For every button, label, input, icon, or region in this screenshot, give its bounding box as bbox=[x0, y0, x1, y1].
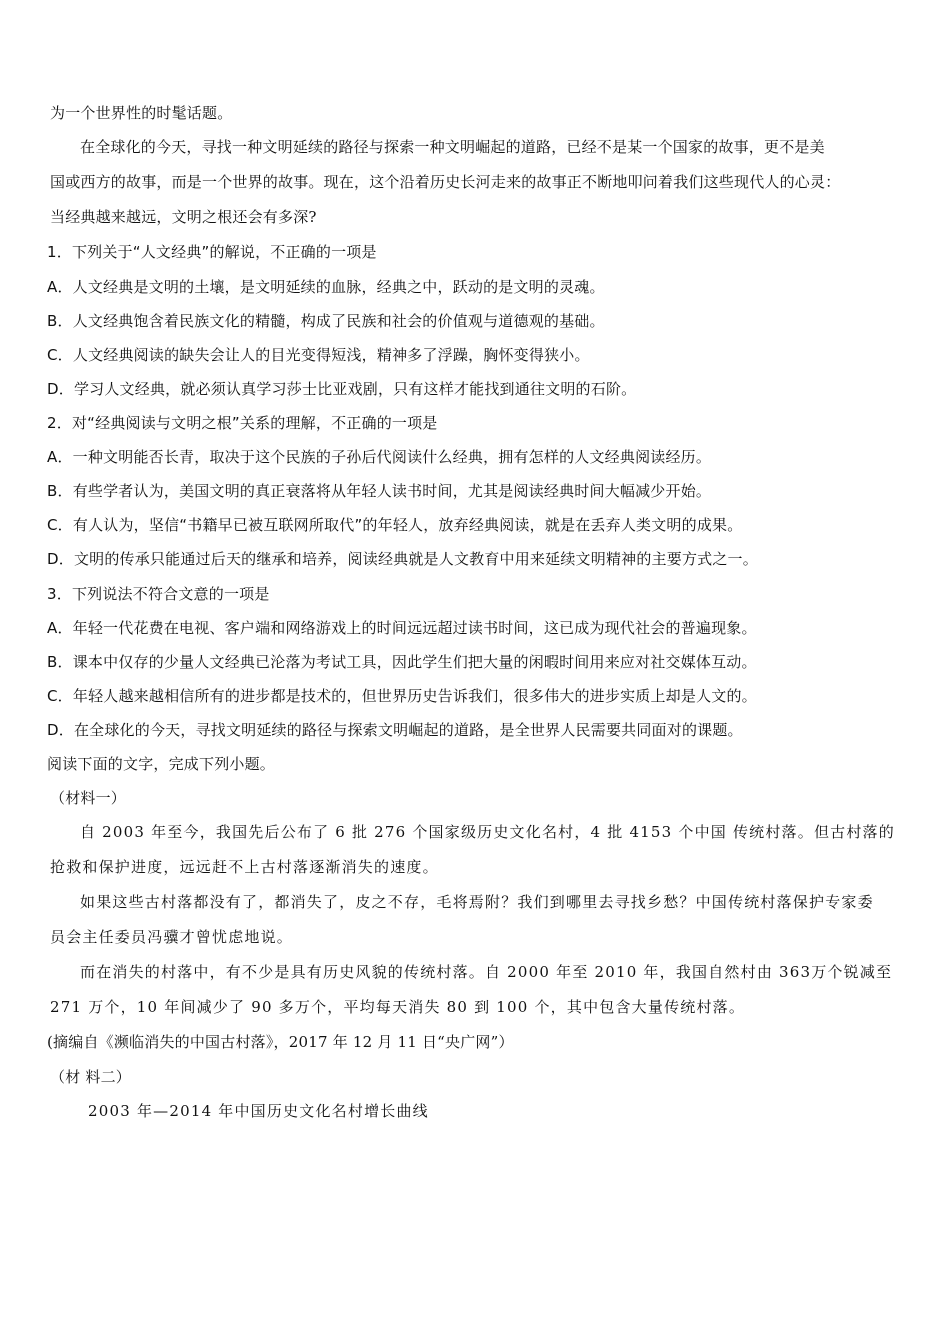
question-stem: 1．下列关于“人文经典”的解说，不正确的一项是 bbox=[47, 243, 377, 261]
question-option: D．在全球化的今天，寻找文明延续的路径与探索文明崛起的道路，是全世界人民需要共同面对的课题。 bbox=[47, 721, 743, 739]
reading-instruction: 阅读下面的文字，完成下列小题。 bbox=[47, 755, 276, 773]
question-stem: 3．下列说法不符合文意的一项是 bbox=[47, 585, 270, 603]
question-option: A．人文经典是文明的土壤，是文明延续的血脉，经典之中，跃动的是文明的灵魂。 bbox=[47, 278, 605, 296]
material-text-line: 抢救和保护进度，远远赶不上古村落逐渐消失的速度。 bbox=[50, 858, 439, 876]
question-option: B．人文经典饱含着民族文化的精髓，构成了民族和社会的价值观与道德观的基础。 bbox=[47, 312, 605, 330]
material-label: （材料一） bbox=[50, 789, 127, 807]
material-text-line: 员会主任委员冯骥才曾忧虑地说。 bbox=[50, 928, 294, 946]
question-option: C．年轻人越来越相信所有的进步都是技术的，但世界历史告诉我们，很多伟大的进步实质上却是人文的。 bbox=[47, 687, 757, 705]
material-text-line: 而在消失的村落中，有不少是具有历史风貌的传统村落。自 2000 年至 2010 年，我国自然村由 363万个锐减至 bbox=[80, 963, 893, 981]
question-option: C．有人认为，坚信“书籍早已被互联网所取代”的年轻人，放弃经典阅读，就是在丢弃人类文明的成果。 bbox=[47, 516, 743, 534]
question-option: B．有些学者认为，美国文明的真正衰落将从年轻人读书时间，尤其是阅读经典时间大幅减少开始。 bbox=[47, 482, 712, 500]
material-text-line: 自 2003 年至今，我国先后公布了 6 批 276 个国家级历史文化名村，4 批 4153 个中国 传统村落。但古村落的 bbox=[80, 823, 895, 841]
material-source: (摘编自《濒临消失的中国古村落》，2017 年 12 月 11 日“央广网”） bbox=[47, 1033, 514, 1051]
question-option: C．人文经典阅读的缺失会让人的目光变得短浅，精神多了浮躁，胸怀变得狭小。 bbox=[47, 346, 590, 364]
passage-text-line: 国或西方的故事，而是一个世界的故事。现在，这个沿着历史长河走来的故事正不断地叩问着我们这些现代人的心灵： bbox=[50, 173, 841, 191]
passage-text-line: 当经典越来越远，文明之根还会有多深? bbox=[50, 208, 317, 226]
passage-text-line: 为一个世界性的时髦话题。 bbox=[50, 104, 233, 122]
question-stem: 2．对“经典阅读与文明之根”关系的理解，不正确的一项是 bbox=[47, 414, 438, 432]
question-option: D．文明的传承只能通过后天的继承和培养，阅读经典就是人文教育中用来延续文明精神的主要方式之一。 bbox=[47, 550, 758, 568]
passage-text-line: 在全球化的今天，寻找一种文明延续的路径与探索一种文明崛起的道路，已经不是某一个国家的故事，更不是美 bbox=[80, 138, 825, 156]
material-label: （材 料二） bbox=[50, 1068, 131, 1086]
material-text-line: 271 万个，10 年间减少了 90 多万个，平均每天消失 80 到 100 个，其中包含大量传统村落。 bbox=[50, 998, 746, 1016]
chart-caption: 2003 年—2014 年中国历史文化名村增长曲线 bbox=[88, 1102, 429, 1120]
question-option: B．课本中仅存的少量人文经典已沦落为考试工具，因此学生们把大量的闲暇时间用来应对社交媒体互动。 bbox=[47, 653, 757, 671]
question-option: A．年轻一代花费在电视、客户端和网络游戏上的时间远远超过读书时间，这已成为现代社会的普遍现象。 bbox=[47, 619, 757, 637]
question-option: D．学习人文经典，就必须认真学习莎士比亚戏剧，只有这样才能找到通往文明的石阶。 bbox=[47, 380, 637, 398]
material-text-line: 如果这些古村落都没有了，都消失了，皮之不存，毛将焉附？我们到哪里去寻找乡愁？中国传统村落保护专家委 bbox=[80, 893, 874, 911]
question-option: A．一种文明能否长青，取决于这个民族的子孙后代阅读什么经典，拥有怎样的人文经典阅读经历。 bbox=[47, 448, 712, 466]
